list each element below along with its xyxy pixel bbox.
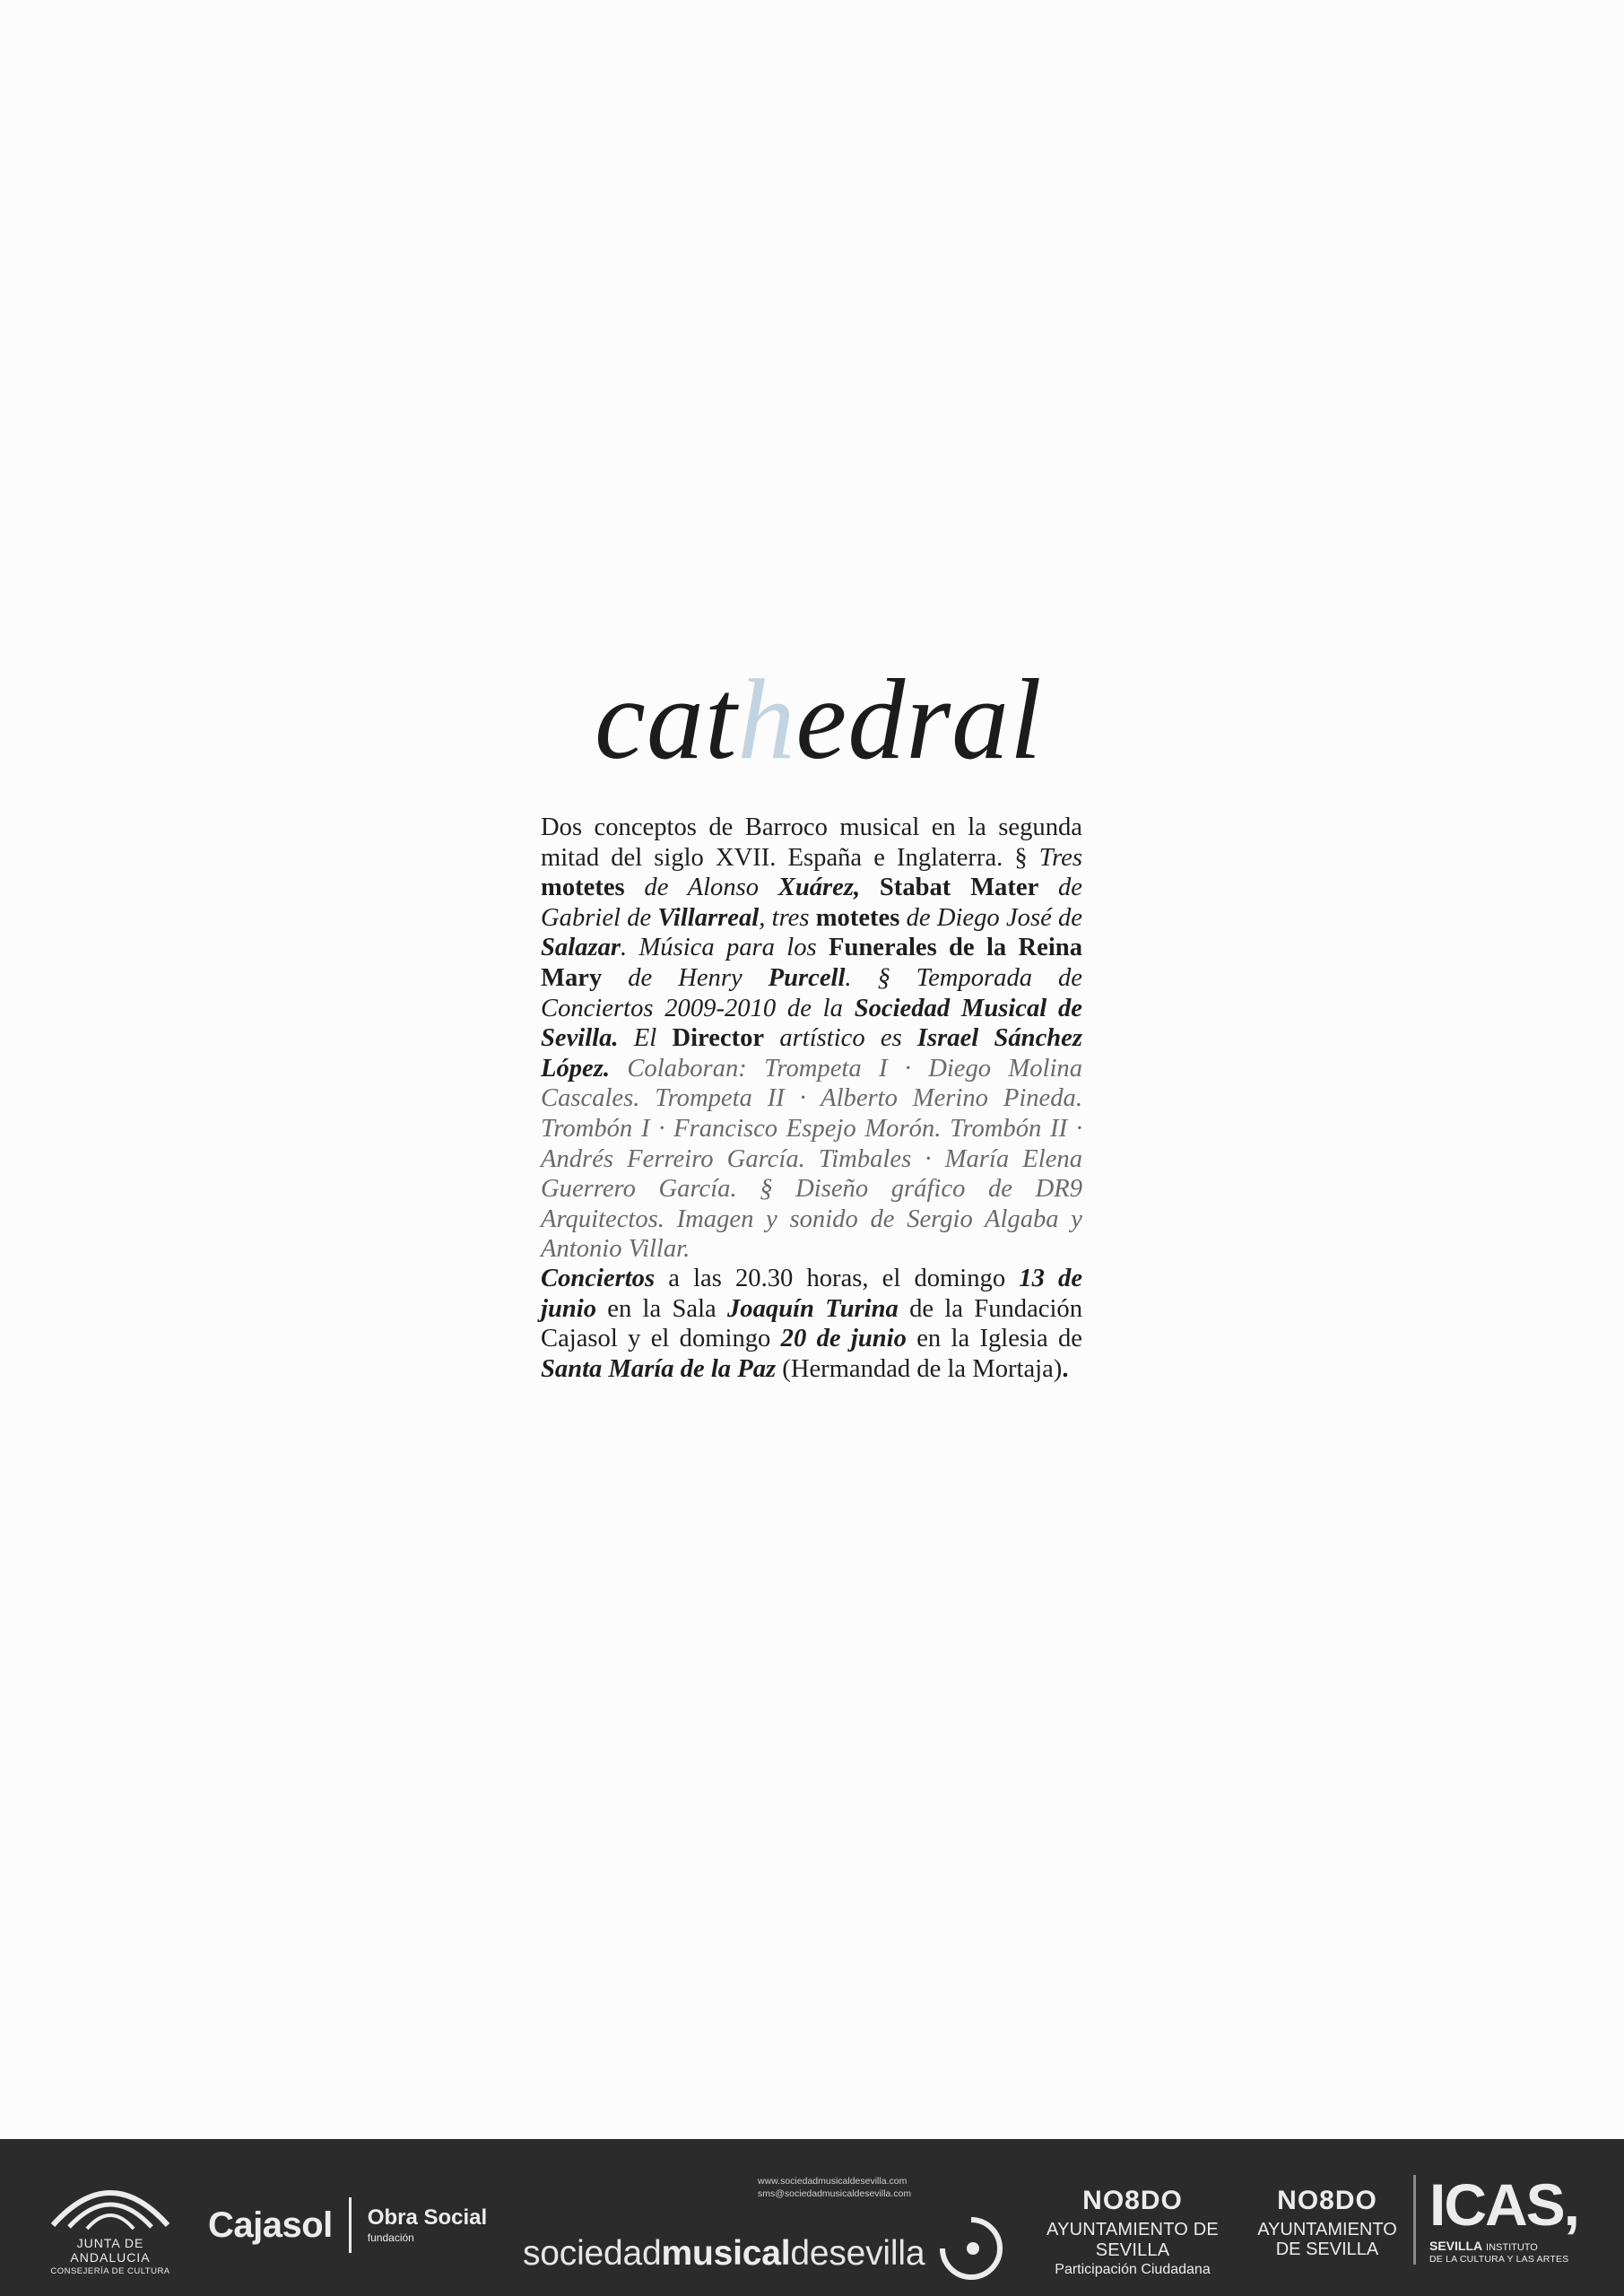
text-run: en la Sala	[596, 1294, 727, 1323]
sms-contact	[758, 2175, 911, 2200]
text-run: .	[1062, 1354, 1069, 1383]
text-run: Tres	[1038, 843, 1082, 872]
venue-name: Santa María de la Paz	[541, 1354, 777, 1383]
junta-name: JUNTA DE ANDALUCIA	[70, 2236, 151, 2265]
cajasol-divider	[349, 2197, 352, 2253]
cajasol-obra-social	[368, 2207, 487, 2244]
sponsor-footer	[0, 2139, 1624, 2296]
title-part-2: edral	[795, 656, 1043, 783]
director-name: Israel Sánchez López.	[541, 1024, 1082, 1083]
cajasol-name: Cajasol	[208, 2205, 333, 2245]
title-accent-letter: h	[737, 656, 796, 783]
wordmark-part: musical	[661, 2234, 791, 2273]
junta-arches-icon	[48, 2173, 173, 2231]
wordmark-part: sociedad	[523, 2234, 662, 2273]
sms-url: www.sociedadmusicaldesevilla.com	[758, 2176, 908, 2187]
junta-department: CONSEJERÍA DE CULTURA	[50, 2266, 170, 2276]
text-run: de Alonso	[624, 874, 778, 902]
no8do-emblem: NO8DO	[1082, 2186, 1183, 2215]
text-run: motetes	[815, 903, 900, 932]
wordmark-part: desevilla	[790, 2234, 925, 2273]
participacion-label: Participación Ciudadana	[1055, 2262, 1211, 2277]
concert-dates	[541, 1264, 1082, 1384]
composer-name: Villarreal	[657, 903, 760, 932]
text-run: (Hermandad de la Mortaja)	[776, 1354, 1063, 1383]
cajasol-logo	[208, 2198, 487, 2252]
concert-date: 13 de junio	[541, 1265, 1083, 1323]
composer-name: Xuárez,	[777, 874, 861, 902]
text-run: . Música para los	[621, 934, 829, 962]
fundacion-label: fundación	[367, 2231, 414, 2244]
text-run: de Diego José de	[899, 903, 1082, 932]
text-run: Director	[672, 1024, 765, 1053]
ayuntamiento-logo	[1255, 2187, 1399, 2259]
text-run: a las 20.30 horas, el domingo	[655, 1265, 1020, 1292]
society-name: Sociedad Musical de Sevilla.	[541, 994, 1082, 1053]
text-run: artístico es	[764, 1024, 917, 1053]
icas-wordmark: ICAS,	[1429, 2171, 1579, 2238]
text-run: de Gabriel de	[541, 874, 1082, 932]
composer-name: Salazar	[541, 934, 621, 962]
icas-sevilla-label: SEVILLA	[1429, 2239, 1483, 2253]
icas-sevilla	[1429, 2239, 1538, 2254]
text-run: Dos conceptos de Barroco musical en la segunda mitad del siglo XVII. España e Inglaterra. §	[541, 813, 1082, 872]
sms-ring-icon	[937, 2214, 1005, 2283]
ayuntamiento-participacion-logo	[1020, 2187, 1245, 2278]
icas-instituto-label: INSTITUTO	[1486, 2242, 1538, 2253]
composer-name: Purcell	[768, 963, 846, 992]
obra-social-label: Obra Social	[367, 2205, 488, 2230]
text-run: en la Iglesia de	[906, 1325, 1082, 1353]
work-title: Funerales de la Reina Mary	[541, 934, 1082, 992]
junta-andalucia-logo	[43, 2173, 178, 2276]
text-run: de Henry	[602, 963, 769, 992]
text-run: Conciertos	[541, 1265, 656, 1292]
no8do-emblem: NO8DO	[1277, 2186, 1377, 2215]
sms-email: sms@sociedadmusicaldesevilla.com	[758, 2188, 912, 2199]
text-run: , tres	[759, 903, 816, 932]
ayuntamiento-label: AYUNTAMIENTO DE SEVILLA	[1046, 2220, 1219, 2260]
sevilla-label: DE SEVILLA	[1275, 2239, 1379, 2259]
sms-wordmark	[523, 2236, 925, 2271]
text-run: . § Temporada de Conciertos 2009-2010 de la	[541, 963, 1082, 1022]
credits-text: Colaboran: Trompeta I · Diego Molina Cascales. Trompeta II · Alberto Merino Pineda. Trombón I · Francisco Espejo Morón. Trombón II · Andrés Ferreiro García. Timbales · María Elena Guerrero García. § Diseño gráfico de DR9 Arquitectos. Imagen y sonido de Sergio Algaba y Antonio Villar.	[541, 1054, 1082, 1264]
poster-title	[595, 656, 1061, 783]
title-part-1: cat	[595, 656, 738, 783]
program-description	[541, 813, 1082, 1265]
ayuntamiento-label: AYUNTAMIENTO	[1257, 2220, 1397, 2239]
text-run: de la Fundación Cajasol y el domingo	[541, 1294, 1082, 1353]
work-title: Stabat Mater	[860, 874, 1039, 902]
text-run: motetes	[541, 874, 625, 902]
venue-name: Joaquín Turina	[727, 1294, 899, 1323]
icas-tagline: DE LA CULTURA Y LAS ARTES	[1429, 2254, 1569, 2265]
concert-date: 20 de junio	[780, 1325, 907, 1353]
text-run: El	[618, 1024, 673, 1053]
icas-divider	[1413, 2175, 1416, 2265]
